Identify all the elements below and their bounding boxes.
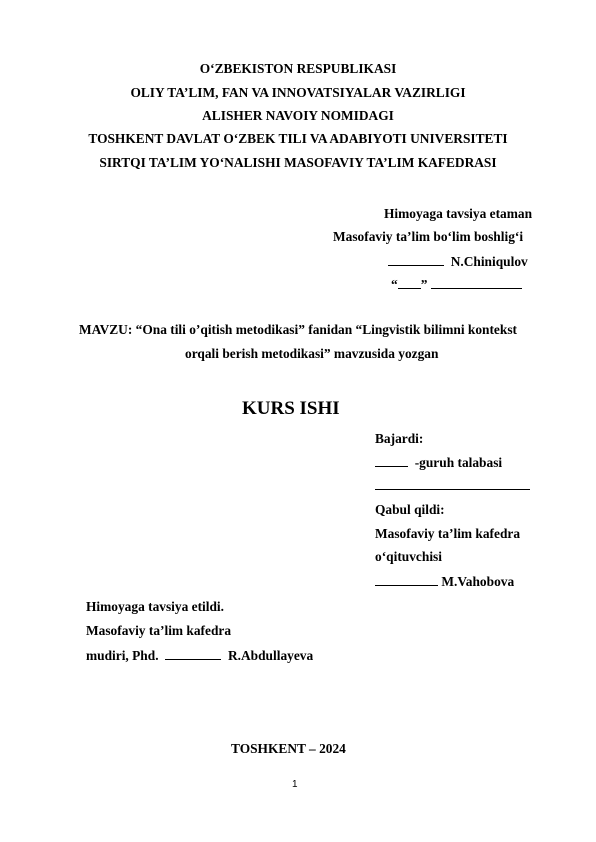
defense-line-2: Masofaviy ta’lim kafedra — [86, 623, 232, 638]
receiver-label: Qabul qildi: — [375, 502, 445, 517]
city-year: TOSHKENT – 2024 — [231, 741, 346, 756]
defense-signature-blank — [165, 648, 221, 660]
receiver-name: M.Vahobova — [441, 574, 515, 589]
receiver-line-2: o‘qituvchisi — [375, 549, 442, 564]
header-line-2: OLIY TA’LIM, FAN VA INNOVATSIYALAR VAZIRLIGI — [130, 85, 466, 100]
performer-group-suffix: -guruh talabasi — [414, 455, 503, 470]
quote-open: “ — [391, 277, 398, 292]
header-line-3: ALISHER NAVOIY NOMIDAGI — [202, 108, 394, 123]
topic-line-2: orqali berish metodikasi” mavzusida yozgan — [185, 346, 439, 361]
approval-line-2: Masofaviy ta’lim bo‘lim boshlig‘i — [333, 229, 524, 244]
group-blank — [375, 455, 408, 467]
receiver-signature-blank — [375, 574, 438, 586]
performer-group-line — [375, 455, 502, 469]
defense-prefix: mudiri, Phd. — [86, 648, 159, 663]
day-blank — [398, 277, 421, 289]
page-number: 1 — [292, 779, 298, 790]
defense-line-1: Himoyaga tavsiya etildi. — [86, 599, 224, 614]
signature-blank — [388, 254, 444, 266]
approval-date-line — [391, 277, 522, 291]
approval-line-1: Himoyaga tavsiya etaman — [384, 206, 533, 221]
defense-signature-line — [86, 648, 313, 662]
header-line-1: O‘ZBEKISTON RESPUBLIKASI — [199, 61, 397, 76]
student-name-blank — [375, 478, 530, 490]
header-line-5: SIRTQI TA’LIM YO‘NALISHI MASOFAVIY TA’LIM KAFEDRASI — [99, 155, 497, 170]
topic-line-1: MAVZU: “Ona tili o’qitish metodikasi” fanidan “Lingvistik bilimni kontekst — [78, 322, 517, 337]
receiver-line-1: Masofaviy ta’lim kafedra — [375, 526, 521, 541]
month-blank — [431, 277, 522, 289]
quote-close: ” — [420, 277, 428, 292]
header-line-4: TOSHKENT DAVLAT O‘ZBEK TILI VA ADABIYOTI UNIVERSITETI — [88, 131, 508, 146]
document-title: KURS ISHI — [242, 398, 340, 419]
student-name-line — [375, 478, 530, 492]
receiver-signature-line — [375, 574, 514, 588]
performer-label: Bajardi: — [375, 431, 424, 446]
approval-signer: N.Chiniqulov — [450, 254, 528, 269]
approval-signature-line — [388, 254, 528, 268]
defense-name: R.Abdullayeva — [227, 648, 314, 663]
